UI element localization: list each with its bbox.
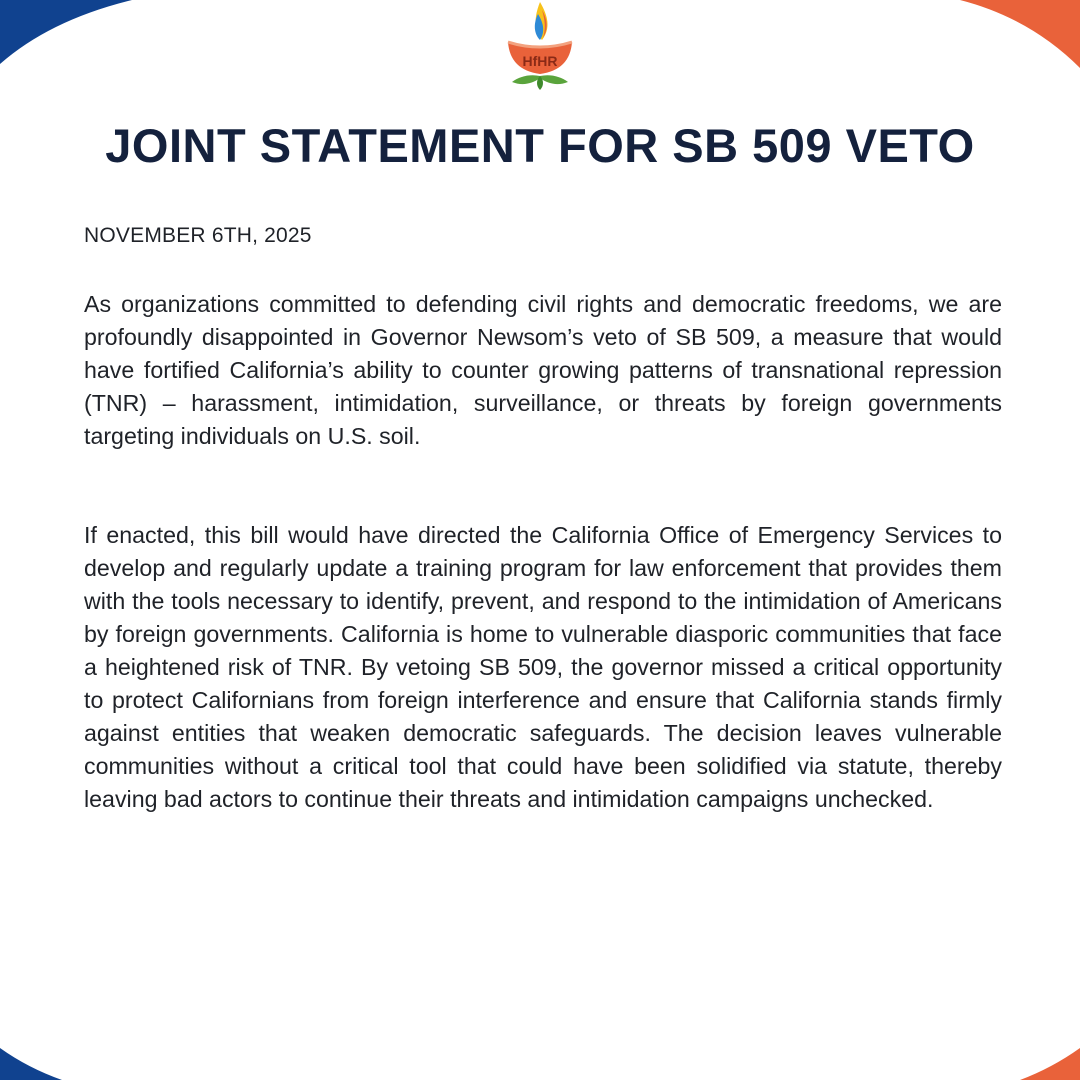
corner-accent-top-right: [960, 0, 1080, 70]
flame-icon: [535, 2, 548, 40]
corner-accent-top-left: [0, 0, 140, 70]
hfhr-logo: [498, 0, 582, 92]
corner-accent-bottom-right: [1020, 1044, 1080, 1080]
statement-title: JOINT STATEMENT FOR SB 509 VETO: [105, 119, 975, 172]
statement-paragraph: As organizations committed to defending civil rights and democratic freedoms, we are profoundly disappointed in Governor Newsom’s veto of SB 509, a measure that would have fortified California’s ability to counter growing patterns of transnational repression (TNR) – harassment, intimidation, surveillance, or threats by foreign governments targeting individuals on U.S. soil.: [84, 291, 1002, 449]
leaf-icon: [512, 75, 568, 90]
statement-paragraph: If enacted, this bill would have directed the California Office of Emergency Services to develop and regularly update a training program for law enforcement that provides them with the tools necessary to identify, prevent, and respond to the intimidation of Americans by foreign governments. California is home to vulnerable diasporic communities that face a heightened risk of TNR. By vetoing SB 509, the governor missed a critical opportunity to protect Californians from foreign interference and ensure that California stands firmly against entities that weaken democratic safeguards. The decision leaves vulnerable communities without a critical tool that could have been solidified via statute, thereby leaving bad actors to continue their threats and intimidation campaigns unchecked.: [84, 522, 1002, 812]
logo-text: HfHR: [522, 53, 558, 69]
corner-accent-bottom-left: [0, 1044, 70, 1080]
statement-date: NOVEMBER 6TH, 2025: [84, 224, 312, 247]
